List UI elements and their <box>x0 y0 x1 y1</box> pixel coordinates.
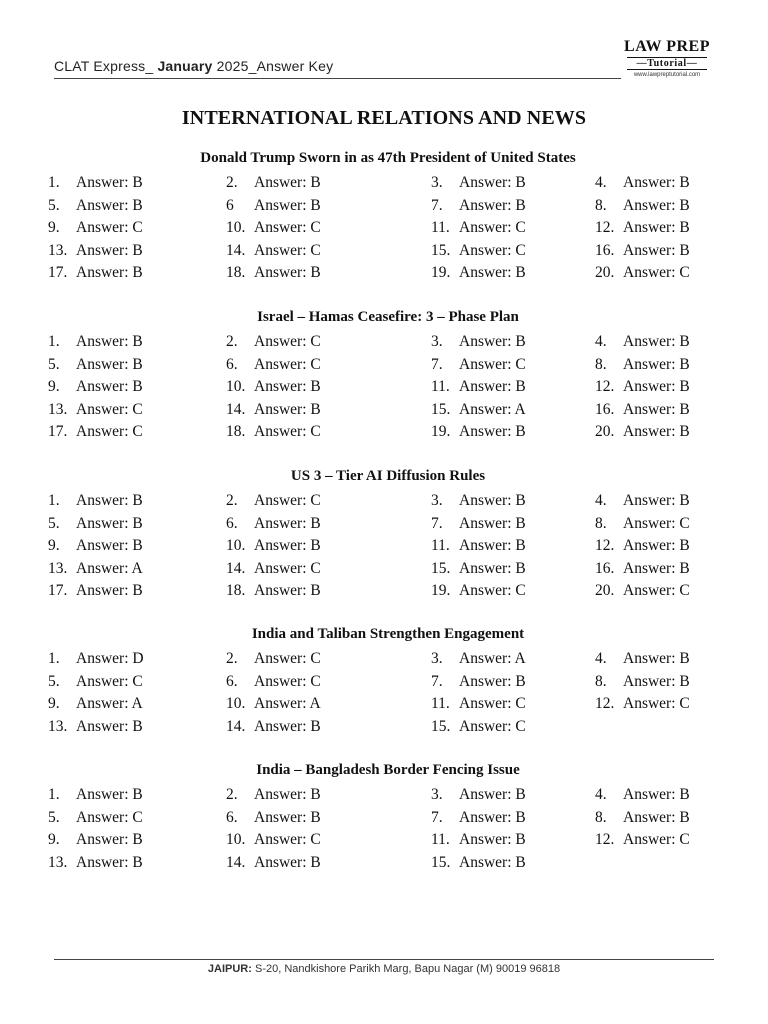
answer-text: Answer: C <box>623 582 690 600</box>
answer-text: Answer: C <box>459 695 526 713</box>
answer-item <box>595 333 690 351</box>
section-title: US 3 – Tier AI Diffusion Rules <box>290 468 486 484</box>
answer-item <box>431 241 526 260</box>
question-number: 7. <box>431 672 443 690</box>
answer-text: Answer: B <box>459 672 526 690</box>
question-number: 8. <box>595 355 607 373</box>
answer-text: Answer: B <box>623 355 690 373</box>
answer-item <box>226 241 321 260</box>
answer-text: Answer: B <box>459 333 526 350</box>
question-number: 6. <box>226 514 238 532</box>
answer-text: Answer: B <box>459 808 526 826</box>
question-number: 14. <box>226 559 246 577</box>
answer-text: Answer: B <box>76 492 143 509</box>
answer-item <box>595 514 690 533</box>
answer-text: Answer: B <box>459 174 526 191</box>
answer-item <box>48 672 143 691</box>
answer-text: Answer: B <box>76 333 143 350</box>
answer-text: Answer: B <box>76 853 143 871</box>
question-number: 9. <box>48 831 60 849</box>
answer-item <box>431 264 526 282</box>
answer-text: Answer: B <box>623 241 690 259</box>
question-number: 15. <box>431 717 451 735</box>
question-number: 7. <box>431 355 443 373</box>
question-number: 15. <box>431 559 451 577</box>
answer-text: Answer: B <box>76 717 143 735</box>
question-number: 3. <box>431 786 443 803</box>
question-number: 13. <box>48 241 68 259</box>
answer-text: Answer: C <box>254 333 321 350</box>
answer-item <box>48 264 143 282</box>
question-number: 1. <box>48 786 60 803</box>
answer-item <box>48 808 143 827</box>
question-number: 6. <box>226 355 238 373</box>
answer-item <box>595 264 690 282</box>
answer-item <box>226 786 321 804</box>
answer-item <box>595 196 690 215</box>
question-number: 9. <box>48 695 60 713</box>
answer-item <box>226 400 321 419</box>
answer-item <box>431 355 526 374</box>
question-number: 18. <box>226 423 246 441</box>
answer-item <box>226 378 321 396</box>
answer-text: Answer: B <box>254 853 321 871</box>
answer-text: Answer: A <box>76 695 143 713</box>
question-number: 20. <box>595 264 615 282</box>
answer-item <box>595 378 690 396</box>
answer-item <box>226 264 321 282</box>
answer-item <box>431 514 526 533</box>
answer-text: Answer: C <box>76 423 143 441</box>
answer-item <box>48 853 143 872</box>
answer-text: Answer: B <box>254 400 321 418</box>
question-number: 6. <box>226 808 238 826</box>
answer-text: Answer: C <box>459 355 526 373</box>
header-month: January <box>157 58 213 74</box>
answer-text: Answer: B <box>459 786 526 803</box>
question-number: 9. <box>48 378 60 396</box>
answer-text: Answer: B <box>459 514 526 532</box>
question-number: 12. <box>595 831 615 849</box>
question-number: 15. <box>431 241 451 259</box>
question-number: 5. <box>48 355 60 373</box>
answer-text: Answer: C <box>623 264 690 282</box>
answer-text: Answer: B <box>76 196 143 214</box>
footer-divider <box>54 959 714 960</box>
question-number: 16. <box>595 559 615 577</box>
answer-item <box>595 672 690 691</box>
answer-text: Answer: B <box>254 174 321 191</box>
answer-item <box>48 650 144 668</box>
question-number: 20. <box>595 423 615 441</box>
question-number: 14. <box>226 400 246 418</box>
logo-name: LAW PREP <box>624 38 710 55</box>
answer-text: Answer: A <box>459 400 526 418</box>
answer-text: Answer: B <box>254 514 321 532</box>
answer-text: Answer: C <box>254 559 321 577</box>
header-prefix: CLAT Express_ <box>54 58 158 74</box>
question-number: 16. <box>595 400 615 418</box>
answer-text: Answer: B <box>76 786 143 803</box>
answer-text: Answer: C <box>623 514 690 532</box>
answer-text: Answer: B <box>459 831 526 849</box>
answer-text: Answer: C <box>459 582 526 600</box>
answer-text: Answer: B <box>459 264 526 282</box>
answer-item <box>595 582 690 600</box>
answer-item <box>48 582 143 600</box>
answer-text: Answer: B <box>623 672 690 690</box>
logo-subtitle: —Tutorial— <box>627 57 707 70</box>
answer-text: Answer: B <box>623 378 690 396</box>
answer-item <box>48 174 143 192</box>
answer-item <box>48 378 143 396</box>
answer-text: Answer: B <box>76 241 143 259</box>
answer-item <box>431 672 526 691</box>
question-number: 20. <box>595 582 615 600</box>
answer-item <box>595 400 690 419</box>
answer-item <box>48 333 143 351</box>
answer-item <box>431 853 526 872</box>
header-suffix: 2025_Answer Key <box>212 58 334 74</box>
question-number: 8. <box>595 808 607 826</box>
answer-item <box>226 514 321 533</box>
answer-item <box>431 650 526 668</box>
logo-url: www.lawpreptutorial.com <box>633 72 701 78</box>
answer-text: Answer: B <box>459 492 526 509</box>
section-title: India – Bangladesh Border Fencing Issue <box>256 762 520 778</box>
answer-item <box>431 831 526 849</box>
answer-item <box>431 786 526 804</box>
question-number: 2. <box>226 174 238 191</box>
answer-text: Answer: B <box>623 808 690 826</box>
answer-item <box>48 514 143 533</box>
answer-item <box>431 333 526 351</box>
answer-text: Answer: C <box>254 650 321 667</box>
footer-address-text: S-20, Nandkishore Parikh Marg, Bapu Nagar (M) 90019 96818 <box>251 963 561 975</box>
answer-item <box>431 717 526 736</box>
section-title: Donald Trump Sworn in as 47th President of United States <box>200 150 576 166</box>
answer-item <box>48 717 143 736</box>
answer-text: Answer: C <box>76 672 143 690</box>
answer-text: Answer: B <box>254 808 321 826</box>
question-number: 4. <box>595 174 607 191</box>
question-number: 11. <box>431 695 450 713</box>
question-number: 8. <box>595 196 607 214</box>
answer-item <box>48 537 143 555</box>
answer-item <box>226 333 321 351</box>
answer-text: Answer: B <box>623 492 690 509</box>
answer-item <box>226 695 321 713</box>
answer-text: Answer: B <box>76 537 143 555</box>
question-number: 13. <box>48 400 68 418</box>
answer-text: Answer: B <box>623 219 690 237</box>
answer-text: Answer: B <box>623 196 690 214</box>
question-number: 9. <box>48 219 60 237</box>
answer-item <box>48 241 143 260</box>
answer-item <box>226 355 321 374</box>
answer-item <box>595 537 690 555</box>
answer-item <box>226 808 321 827</box>
question-number: 1. <box>48 492 60 509</box>
answer-item <box>595 808 690 827</box>
answer-item <box>48 831 143 849</box>
question-number: 13. <box>48 559 68 577</box>
answer-item <box>595 241 690 260</box>
question-number: 5. <box>48 196 60 214</box>
question-number: 3. <box>431 650 443 667</box>
question-number: 19. <box>431 423 451 441</box>
answer-item <box>595 492 690 510</box>
header-divider <box>54 78 621 79</box>
answer-item <box>595 219 690 237</box>
answer-text: Answer: C <box>254 219 321 237</box>
question-number: 10. <box>226 378 246 396</box>
answer-text: Answer: B <box>623 333 690 350</box>
answer-item <box>431 423 526 441</box>
question-number: 7. <box>431 808 443 826</box>
question-number: 4. <box>595 786 607 803</box>
answer-item <box>226 853 321 872</box>
answer-text: Answer: B <box>459 423 526 441</box>
question-number: 3. <box>431 174 443 191</box>
question-number: 2. <box>226 786 238 803</box>
answer-text: Answer: B <box>76 174 143 191</box>
answer-item <box>431 196 526 215</box>
question-number: 10. <box>226 537 246 555</box>
question-number: 14. <box>226 717 246 735</box>
question-number: 15. <box>431 853 451 871</box>
answer-text: Answer: B <box>76 514 143 532</box>
question-number: 8. <box>595 514 607 532</box>
answer-text: Answer: A <box>76 559 143 577</box>
answer-text: Answer: B <box>459 196 526 214</box>
question-number: 3. <box>431 492 443 509</box>
question-number: 1. <box>48 650 60 667</box>
answer-item <box>595 174 690 192</box>
main-title: INTERNATIONAL RELATIONS AND NEWS <box>181 107 587 129</box>
answer-text: Answer: B <box>459 559 526 577</box>
question-number: 5. <box>48 514 60 532</box>
answer-item <box>48 219 143 237</box>
question-number: 19. <box>431 264 451 282</box>
answer-item <box>226 219 321 237</box>
question-number: 12. <box>595 695 615 713</box>
answer-item <box>226 672 321 691</box>
answer-item <box>48 196 143 215</box>
answer-item <box>226 582 321 600</box>
footer-city: JAIPUR: <box>207 963 252 975</box>
answer-text: Answer: B <box>623 537 690 555</box>
question-number: 11. <box>431 537 450 555</box>
answer-text: Answer: B <box>459 378 526 396</box>
answer-text: Answer: C <box>76 219 143 237</box>
answer-text: Answer: B <box>254 582 321 600</box>
question-number: 13. <box>48 717 68 735</box>
answer-item <box>431 808 526 827</box>
question-number: 4. <box>595 492 607 509</box>
answer-item <box>226 196 321 215</box>
answer-item <box>226 537 321 555</box>
header-title <box>54 58 333 74</box>
answer-text: Answer: B <box>254 196 321 214</box>
answer-item <box>595 650 690 668</box>
section-title: India and Taliban Strengthen Engagement <box>251 626 525 642</box>
question-number: 5. <box>48 672 60 690</box>
answer-item <box>431 219 526 237</box>
answer-text: Answer: B <box>254 537 321 555</box>
answer-text: Answer: B <box>76 582 143 600</box>
answer-text: Answer: B <box>76 355 143 373</box>
answer-item <box>431 400 526 419</box>
answer-text: Answer: C <box>76 808 143 826</box>
question-number: 17. <box>48 582 68 600</box>
answer-text: Answer: B <box>76 264 143 282</box>
answer-text: Answer: D <box>76 650 144 667</box>
answer-item <box>48 492 143 510</box>
question-number: 4. <box>595 650 607 667</box>
question-number: 6. <box>226 672 238 690</box>
answer-text: Answer: B <box>623 650 690 667</box>
answer-item <box>226 831 321 849</box>
answer-item <box>431 582 526 600</box>
question-number: 18. <box>226 264 246 282</box>
section-title: Israel – Hamas Ceasefire: 3 – Phase Plan <box>257 309 519 325</box>
answer-text: Answer: C <box>254 241 321 259</box>
question-number: 2. <box>226 650 238 667</box>
answer-item <box>431 559 526 578</box>
answer-item <box>595 559 690 578</box>
question-number: 11. <box>431 219 450 237</box>
question-number: 2. <box>226 333 238 350</box>
answer-item <box>595 423 690 441</box>
question-number: 12. <box>595 378 615 396</box>
answer-text: Answer: C <box>459 219 526 237</box>
answer-text: Answer: B <box>76 831 143 849</box>
answer-text: Answer: B <box>459 537 526 555</box>
question-number: 5. <box>48 808 60 826</box>
question-number: 1. <box>48 174 60 191</box>
question-number: 16. <box>595 241 615 259</box>
question-number: 12. <box>595 537 615 555</box>
question-number: 7. <box>431 196 443 214</box>
answer-text: Answer: C <box>254 492 321 509</box>
question-number: 10. <box>226 219 246 237</box>
answer-text: Answer: C <box>623 831 690 849</box>
question-number: 11. <box>431 378 450 396</box>
question-number: 10. <box>226 695 246 713</box>
answer-text: Answer: C <box>254 355 321 373</box>
question-number: 17. <box>48 423 68 441</box>
answer-item <box>48 355 143 374</box>
question-number: 8. <box>595 672 607 690</box>
answer-text: Answer: B <box>254 378 321 396</box>
question-number: 7. <box>431 514 443 532</box>
question-number: 17. <box>48 264 68 282</box>
question-number: 15. <box>431 400 451 418</box>
answer-text: Answer: C <box>76 400 143 418</box>
answer-text: Answer: C <box>459 241 526 259</box>
question-number: 13. <box>48 853 68 871</box>
question-number: 10. <box>226 831 246 849</box>
question-number: 14. <box>226 853 246 871</box>
question-number: 4. <box>595 333 607 350</box>
answer-item <box>226 492 321 510</box>
law-prep-logo <box>621 38 713 84</box>
answer-item <box>595 355 690 374</box>
answer-item <box>48 559 143 578</box>
question-number: 18. <box>226 582 246 600</box>
answer-item <box>431 174 526 192</box>
question-number: 12. <box>595 219 615 237</box>
answer-item <box>48 786 143 804</box>
answer-text: Answer: B <box>76 378 143 396</box>
answer-text: Answer: B <box>254 264 321 282</box>
answer-item <box>595 831 690 849</box>
answer-text: Answer: C <box>459 717 526 735</box>
answer-text: Answer: B <box>254 717 321 735</box>
question-number: 14. <box>226 241 246 259</box>
answer-text: Answer: B <box>623 786 690 803</box>
question-number: 3. <box>431 333 443 350</box>
answer-text: Answer: A <box>254 695 321 713</box>
answer-item <box>226 174 321 192</box>
answer-text: Answer: C <box>254 423 321 441</box>
question-number: 1. <box>48 333 60 350</box>
question-number: 11. <box>431 831 450 849</box>
footer-address <box>0 963 768 975</box>
answer-item <box>431 378 526 396</box>
answer-text: Answer: B <box>623 423 690 441</box>
question-number: 9. <box>48 537 60 555</box>
answer-text: Answer: A <box>459 650 526 667</box>
answer-item <box>48 400 143 419</box>
answer-item <box>48 423 143 441</box>
answer-item <box>226 650 321 668</box>
answer-item <box>226 559 321 578</box>
question-number: 2. <box>226 492 238 509</box>
answer-text: Answer: B <box>623 400 690 418</box>
answer-text: Answer: C <box>254 831 321 849</box>
answer-item <box>431 537 526 555</box>
answer-item <box>431 492 526 510</box>
answer-text: Answer: B <box>254 786 321 803</box>
question-number: 6 <box>226 196 234 214</box>
answer-text: Answer: B <box>623 174 690 191</box>
answer-text: Answer: C <box>254 672 321 690</box>
answer-text: Answer: C <box>623 695 690 713</box>
answer-item <box>48 695 143 713</box>
answer-text: Answer: B <box>623 559 690 577</box>
answer-item <box>431 695 526 713</box>
answer-item <box>226 423 321 441</box>
question-number: 19. <box>431 582 451 600</box>
answer-item <box>226 717 321 736</box>
answer-item <box>595 695 690 713</box>
answer-item <box>595 786 690 804</box>
answer-text: Answer: B <box>459 853 526 871</box>
